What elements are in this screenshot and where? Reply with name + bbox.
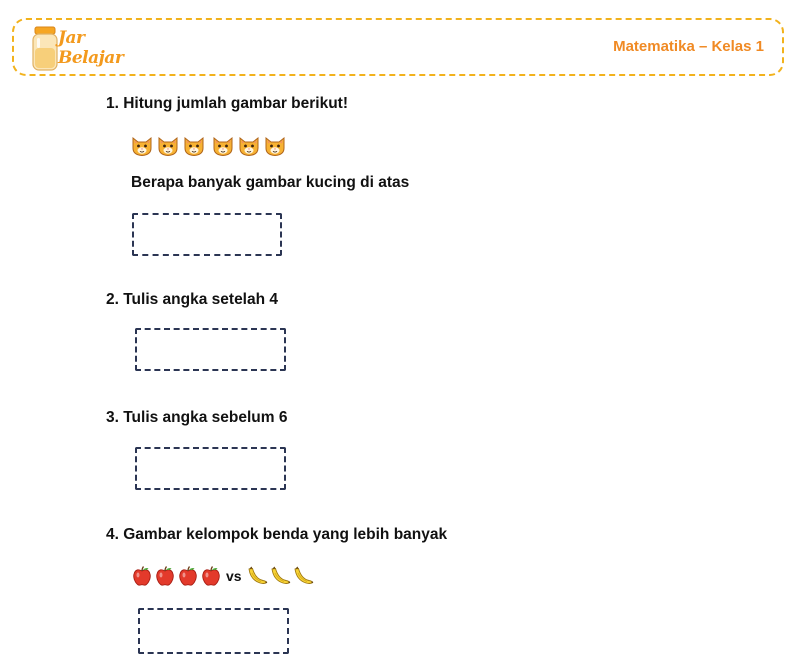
- banana-icon: [246, 565, 268, 587]
- logo-text-belajar: Belajar: [58, 48, 124, 68]
- apple-icon: [177, 565, 199, 587]
- banana-icon: [269, 565, 291, 587]
- answer-box-2[interactable]: [135, 328, 286, 371]
- worksheet-header: [12, 18, 784, 76]
- cat-face-icon: [238, 135, 260, 157]
- cat-icon-row: [131, 135, 286, 157]
- question-1: 1. Hitung jumlah gambar berikut!: [106, 95, 348, 112]
- banana-icon: [292, 565, 314, 587]
- question-1-subtext: Berapa banyak gambar kucing di atas: [131, 174, 410, 191]
- cat-face-icon: [264, 135, 286, 157]
- apple-icon: [131, 565, 153, 587]
- question-2: 2. Tulis angka setelah 4: [106, 291, 279, 308]
- answer-box-3[interactable]: [135, 447, 286, 490]
- cat-face-icon: [131, 135, 153, 157]
- apple-icon: [200, 565, 222, 587]
- subject-title: Matematika – Kelas 1: [613, 38, 764, 55]
- cat-face-icon: [157, 135, 179, 157]
- jar-belajar-logo: [32, 26, 132, 72]
- cat-face-icon: [212, 135, 234, 157]
- apple-icon: [154, 565, 176, 587]
- logo-text-jar: Jar: [58, 28, 85, 48]
- jar-icon: [32, 26, 58, 72]
- question-4: 4. Gambar kelompok benda yang lebih banyak: [106, 526, 448, 543]
- answer-box-4[interactable]: [138, 608, 289, 654]
- comparison-row: [131, 565, 314, 587]
- question-3: 3. Tulis angka sebelum 6: [106, 409, 288, 426]
- cat-face-icon: [183, 135, 205, 157]
- vs-label: vs: [226, 568, 242, 584]
- answer-box-1[interactable]: [132, 213, 282, 256]
